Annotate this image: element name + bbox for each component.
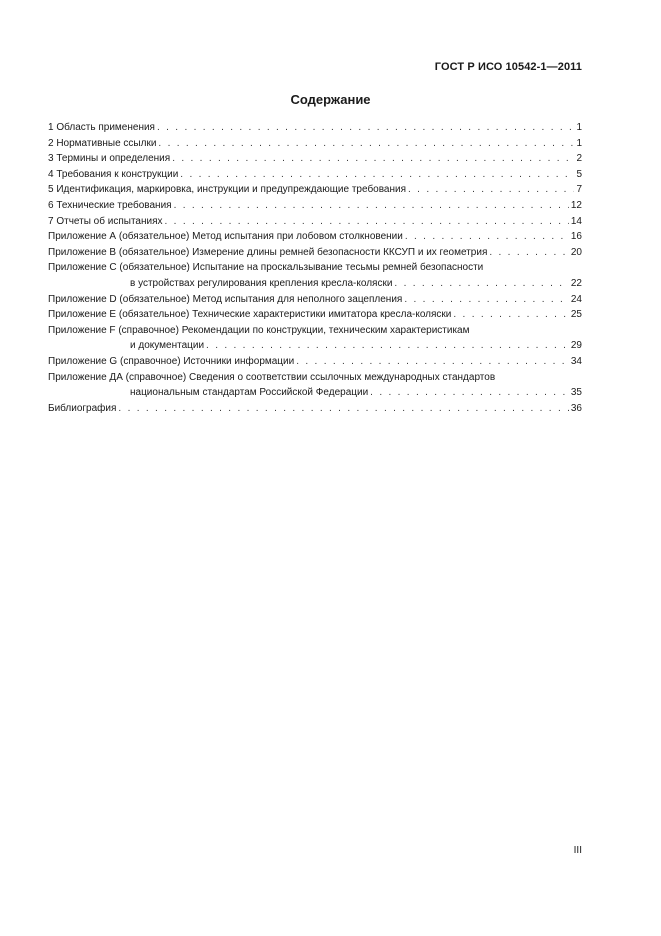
toc-entry-title: Приложение G (справочное) Источники информации	[48, 355, 295, 367]
toc-entry[interactable]	[48, 401, 582, 417]
toc-entry-title: 5 Идентификация, маркировка, инструкции и предупреждающие требования	[48, 184, 407, 196]
toc-page-number: 20	[570, 246, 582, 258]
toc-leader-dots	[408, 182, 574, 198]
toc-entry-title: национальным стандартам Российской Федерации	[130, 387, 369, 399]
toc-entry[interactable]	[48, 245, 582, 261]
toc-page-number: 22	[570, 277, 582, 289]
toc-entry-title: Библиография	[48, 402, 117, 414]
toc-page-number: 29	[570, 340, 582, 352]
toc-entry-title: и документации	[130, 340, 205, 352]
toc-leader-dots	[172, 151, 574, 167]
toc-page-number: 25	[570, 309, 582, 321]
toc-leader-dots	[296, 354, 569, 370]
toc-entry-title: Приложение В (обязательное) Измерение длины ремней безопасности ККСУП и их геометрия	[48, 246, 488, 258]
toc-entry-text: Приложение ДА (справочное) Сведения о соответствии ссылочных международных стандартов	[48, 371, 496, 383]
toc-leader-dots	[370, 385, 569, 401]
toc-entry[interactable]	[48, 136, 582, 152]
toc-entry-title: Приложение E (обязательное) Технические характеристики имитатора кресла-коляски	[48, 309, 452, 321]
page-number: III	[573, 845, 582, 856]
toc-leader-dots	[206, 338, 569, 354]
toc-page-number: 12	[570, 199, 582, 211]
toc-entry[interactable]	[48, 120, 582, 136]
toc-entry[interactable]	[48, 323, 582, 354]
toc-entry-title: Приложение D (обязательное) Метод испытания для неполного зацепления	[48, 293, 403, 305]
toc-entry-title: 3 Термины и определения	[48, 153, 171, 165]
toc-leader-dots	[453, 307, 568, 323]
toc-leader-dots	[180, 167, 574, 183]
toc-entry-title: 1 Область применения	[48, 122, 155, 133]
toc-entry-text: Приложение F (справочное) Рекомендации по конструкции, техническим характеристикам	[48, 324, 470, 336]
page-title: Содержание	[290, 92, 371, 107]
toc-page-number: 34	[570, 355, 582, 367]
toc-entry-title: 4 Требования к конструкции	[48, 168, 179, 180]
toc-page-number: 1	[576, 137, 582, 149]
toc-entry[interactable]	[48, 182, 582, 198]
toc-entry-title: 2 Нормативные ссылки	[48, 137, 157, 149]
toc-leader-dots	[157, 120, 574, 136]
toc-entry[interactable]	[48, 292, 582, 308]
toc-entry[interactable]	[48, 214, 582, 230]
toc-entry-title: Приложение А (обязательное) Метод испытания при лобовом столкновении	[48, 231, 403, 243]
toc-page-number: 14	[570, 215, 582, 227]
toc-entry-title: 6 Технические требования	[48, 199, 172, 211]
toc-page-number: 36	[570, 402, 582, 414]
toc-page-number: 16	[570, 231, 582, 243]
toc-entry[interactable]	[48, 167, 582, 183]
toc-entry-title: 7 Отчеты об испытаниях	[48, 215, 163, 227]
toc-leader-dots	[489, 245, 569, 261]
toc-page-number: 24	[570, 293, 582, 305]
toc-leader-dots	[394, 276, 568, 292]
toc-entry[interactable]	[48, 260, 582, 291]
standard-id: ГОСТ Р ИСО 10542-1—2011	[434, 61, 582, 73]
toc-leader-dots	[404, 292, 569, 308]
toc-entry[interactable]	[48, 151, 582, 167]
toc-leader-dots	[174, 198, 569, 214]
toc-leader-dots	[118, 401, 568, 417]
toc-entry-text: Приложение С (обязательное) Испытание на проскальзывание тесьмы ремней безопасности	[48, 262, 484, 274]
toc-entry[interactable]	[48, 354, 582, 370]
table-of-contents	[48, 120, 582, 416]
toc-leader-dots	[405, 229, 569, 245]
toc-entry[interactable]	[48, 307, 582, 323]
toc-page-number: 5	[576, 168, 582, 180]
toc-leader-dots	[165, 214, 569, 230]
toc-entry[interactable]	[48, 229, 582, 245]
toc-entry[interactable]	[48, 370, 582, 401]
toc-entry[interactable]	[48, 198, 582, 214]
toc-page-number: 1	[576, 122, 582, 133]
toc-leader-dots	[158, 136, 574, 152]
toc-page-number: 35	[570, 387, 582, 399]
toc-page-number: 2	[576, 153, 582, 165]
toc-entry-title: в устройствах регулирования крепления кресла-коляски	[130, 277, 393, 289]
toc-page-number: 7	[576, 184, 582, 196]
